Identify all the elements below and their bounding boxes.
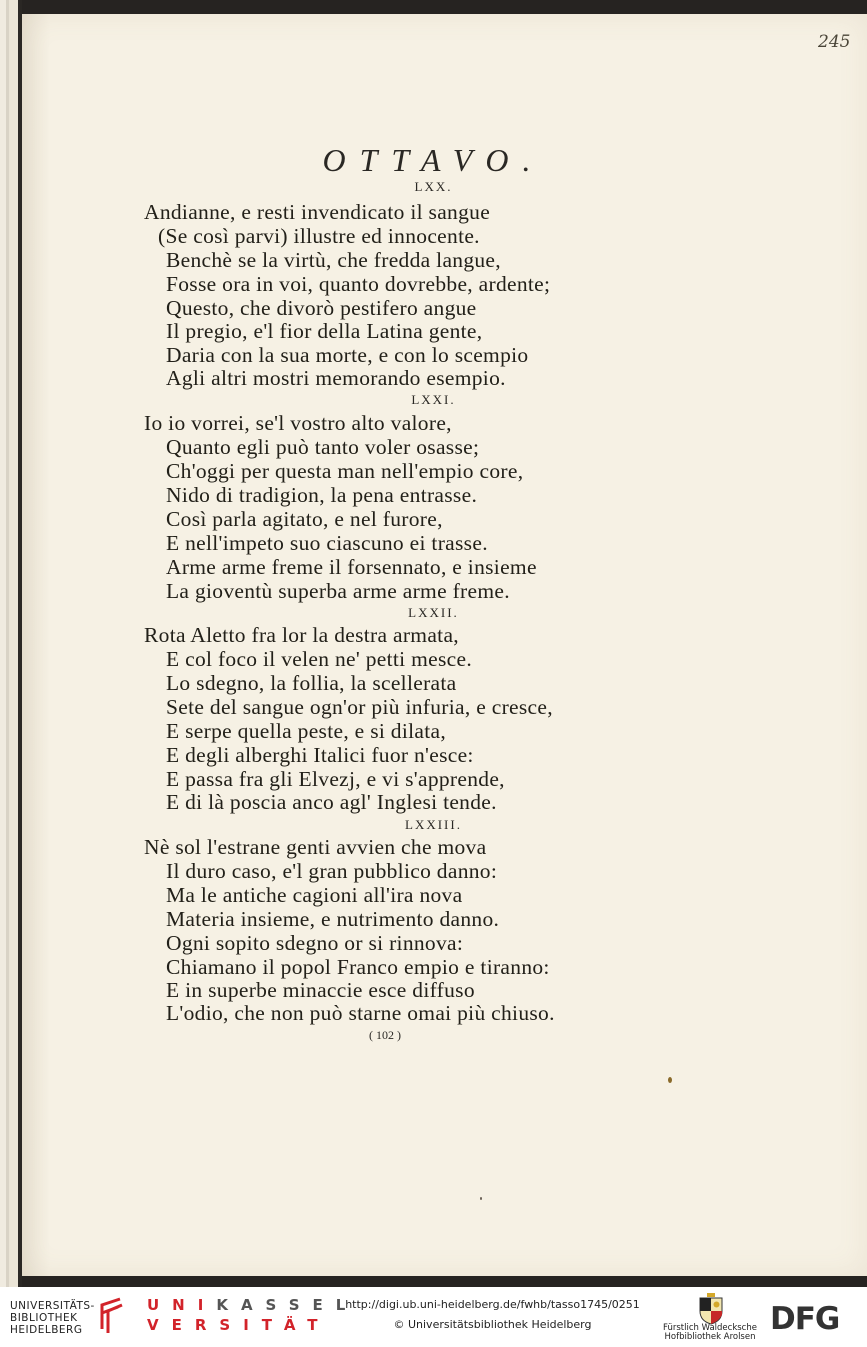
ub-heidelberg-logo-icon bbox=[96, 1295, 126, 1337]
page-heading: OTTAVO. bbox=[322, 142, 545, 178]
ub-name-line: UNIVERSITÄTS- bbox=[10, 1300, 95, 1312]
arolsen-library-name bbox=[660, 1324, 760, 1342]
verse-line: Sete del sangue ogn'or più infuria, e cresce, bbox=[166, 695, 553, 719]
page-number: ( 102 ) bbox=[369, 1028, 401, 1042]
verse-line: Rota Aletto fra lor la destra armata, bbox=[144, 623, 459, 647]
verse-line: Benchè se la virtù, che fredda langue, bbox=[166, 248, 501, 272]
uni-kassel-logo-bottom: VERSITÄT bbox=[147, 1316, 331, 1334]
verse-line: Così parla agitato, e nel furore, bbox=[166, 507, 443, 531]
verse-line: Il pregio, e'l fior della Latina gente, bbox=[166, 319, 483, 343]
verse-line: Materia insieme, e nutrimento danno. bbox=[166, 907, 500, 931]
verse-line: E serpe quella peste, e si dilata, bbox=[166, 719, 447, 743]
waldeck-crest-icon bbox=[697, 1291, 725, 1325]
verse-line: Questo, che divorò pestifero angue bbox=[166, 296, 477, 320]
ub-heidelberg-name bbox=[10, 1300, 95, 1336]
arolsen-line: Fürstlich Waldecksche bbox=[663, 1323, 757, 1333]
paper-speck bbox=[480, 1197, 482, 1200]
verse-line: E col foco il velen ne' petti mesce. bbox=[166, 647, 473, 671]
verse-line: Io io vorrei, se'l vostro alto valore, bbox=[144, 411, 452, 435]
paper-speck bbox=[668, 1077, 672, 1083]
verse-line: E degli alberghi Italici fuor n'esce: bbox=[166, 743, 474, 767]
verse-line: E passa fra gli Elvezj, e vi s'apprende, bbox=[166, 767, 505, 791]
dfg-logo bbox=[770, 1301, 858, 1333]
verse-line: Daria con la sua morte, e con lo scempio bbox=[166, 343, 529, 367]
ub-name-line: BIBLIOTHEK bbox=[10, 1312, 78, 1324]
stanza-number: LXXI. bbox=[411, 392, 456, 407]
verse-line: Andianne, e resti invendicato il sangue bbox=[144, 200, 491, 224]
handwritten-folio-number: 245 bbox=[818, 32, 851, 52]
verse-line: Nido di tradigion, la pena entrasse. bbox=[166, 483, 478, 507]
verse-line: Nè sol l'estrane genti avvien che mova bbox=[144, 835, 487, 859]
arolsen-line: Hofbibliothek Arolsen bbox=[664, 1332, 756, 1342]
ub-name-line: HEIDELBERG bbox=[10, 1324, 83, 1336]
verse-line: E nell'impeto suo ciascuno ei trasse. bbox=[166, 531, 488, 555]
verse-line: La gioventù superba arme arme freme. bbox=[166, 579, 510, 603]
uni-kassel-logo: UNIKASSEL bbox=[147, 1296, 359, 1314]
stanza-number: LXXIII. bbox=[405, 817, 462, 832]
verse-line: Il duro caso, e'l gran pubblico danno: bbox=[166, 859, 498, 883]
verse-line: E in superbe minaccie esce diffuso bbox=[166, 978, 475, 1002]
verse-line: Chiamano il popol Franco empio e tiranno: bbox=[166, 955, 550, 979]
copyright-notice: © Universitätsbibliothek Heidelberg bbox=[393, 1318, 592, 1331]
verse-line: L'odio, che non può starne omai più chiuso. bbox=[166, 1001, 555, 1025]
stanza-number: LXX. bbox=[414, 179, 453, 194]
verse-line: Fosse ora in voi, quanto dovrebbe, ardente; bbox=[166, 272, 551, 296]
verse-line: Quanto egli può tanto voler osasse; bbox=[166, 435, 480, 459]
permalink[interactable]: http://digi.ub.uni-heidelberg.de/fwhb/tasso1745/0251 bbox=[345, 1298, 640, 1311]
verse-line: E di là poscia anco agl' Inglesi tende. bbox=[166, 790, 497, 814]
verse-line: Ogni sopito sdegno or si rinnova: bbox=[166, 931, 464, 955]
verse-line: Arme arme freme il forsennato, e insieme bbox=[166, 555, 537, 579]
verse-line: Ch'oggi per questa man nell'empio core, bbox=[166, 459, 524, 483]
dfg-logo-text: DFG bbox=[770, 1301, 840, 1333]
verse-line: Agli altri mostri memorando esempio. bbox=[166, 366, 506, 390]
verse-line: Ma le antiche cagioni all'ira nova bbox=[166, 883, 463, 907]
verse-line: (Se così parvi) illustre ed innocente. bbox=[158, 224, 480, 248]
digitization-footer bbox=[0, 1287, 867, 1347]
stanza-number: LXXII. bbox=[408, 605, 459, 620]
verse-line: Lo sdegno, la follia, la scellerata bbox=[166, 671, 457, 695]
